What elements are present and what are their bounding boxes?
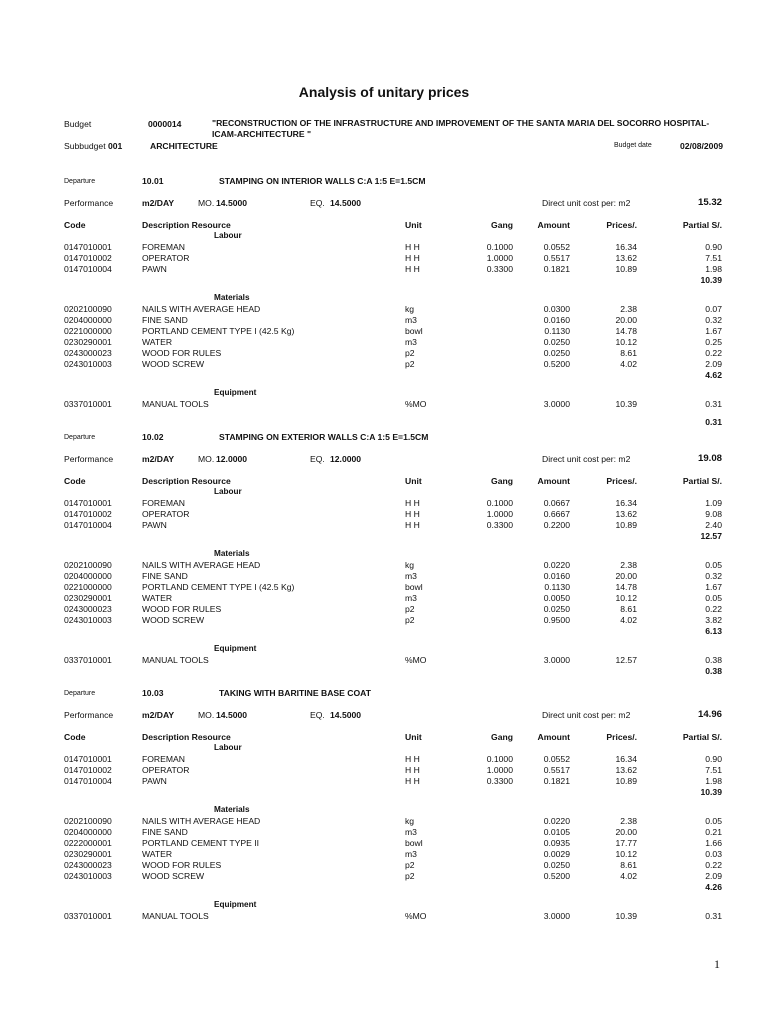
cell-price: 8.61: [620, 860, 637, 870]
cell-price: 2.38: [620, 304, 637, 314]
cell-partial: 0.22: [705, 348, 722, 358]
cell-code: 0147010001: [64, 242, 112, 252]
cell-desc: PAWN: [142, 776, 167, 786]
column-header-partial: Partial S/.: [682, 220, 722, 230]
cell-code: 0243000023: [64, 348, 112, 358]
cell-partial: 0.31: [705, 399, 722, 409]
cell-amount: 0.0552: [543, 754, 570, 764]
mo-value: 14.5000: [216, 710, 248, 720]
cell-code: 0243010003: [64, 871, 112, 881]
cell-partial: 0.90: [705, 754, 722, 764]
cell-price: 8.61: [620, 604, 637, 614]
cell-unit: H H: [405, 509, 420, 519]
cell-code: 0147010002: [64, 253, 112, 263]
cell-unit: p2: [405, 860, 415, 870]
cell-partial: 0.05: [705, 593, 722, 603]
cell-desc: PORTLAND CEMENT TYPE I (42.5 Kg): [142, 326, 295, 336]
cell-desc: NAILS WITH AVERAGE HEAD: [142, 560, 261, 570]
cell-desc: PAWN: [142, 264, 167, 274]
cell-partial: 2.09: [705, 359, 722, 369]
cell-desc: WOOD FOR RULES: [142, 348, 222, 358]
item-name: TAKING WITH BARITINE BASE COAT: [219, 688, 371, 698]
item-name: STAMPING ON INTERIOR WALLS C:A 1:5 E=1.5CM: [219, 176, 426, 186]
mo-label: MO.: [198, 454, 215, 464]
cell-amount: 0.0220: [543, 560, 570, 570]
cell-code: 0337010001: [64, 655, 112, 665]
subbudget-name: ARCHITECTURE: [150, 141, 218, 151]
cell-code: 0147010004: [64, 520, 112, 530]
column-header-description: Description Resource: [142, 732, 231, 742]
cell-price: 10.39: [615, 911, 637, 921]
cell-partial: 0.22: [705, 604, 722, 614]
cell-unit: p2: [405, 359, 415, 369]
cell-code: 0147010004: [64, 776, 112, 786]
cell-code: 0202100090: [64, 304, 112, 314]
performance-unit: m2/DAY: [142, 454, 175, 464]
cell-desc: PORTLAND CEMENT TYPE II: [142, 838, 259, 848]
item-number: 10.01: [142, 176, 164, 186]
cell-desc: FINE SAND: [142, 315, 188, 325]
group-title: Materials: [214, 293, 250, 302]
eq-value: 14.5000: [330, 710, 362, 720]
cell-amount: 0.0300: [543, 304, 570, 314]
cell-code: 0222000001: [64, 838, 112, 848]
cell-desc: MANUAL TOOLS: [142, 655, 209, 665]
column-header-gang: Gang: [491, 220, 513, 230]
cell-unit: kg: [405, 816, 415, 826]
column-header-unit: Unit: [405, 476, 422, 486]
cell-desc: PORTLAND CEMENT TYPE I (42.5 Kg): [142, 582, 295, 592]
group-title: Equipment: [214, 900, 257, 909]
cell-partial: 0.32: [705, 571, 722, 581]
mo-label: MO.: [198, 710, 215, 720]
group-title: Materials: [214, 549, 250, 558]
cell-code: 0337010001: [64, 911, 112, 921]
cell-amount: 0.0160: [543, 315, 570, 325]
cell-desc: WOOD FOR RULES: [142, 604, 222, 614]
cell-amount: 0.0160: [543, 571, 570, 581]
cell-partial: 1.98: [705, 776, 722, 786]
group-title: Labour: [214, 743, 242, 752]
cell-price: 16.34: [615, 754, 637, 764]
cell-amount: 0.0250: [543, 337, 570, 347]
page-title: Analysis of unitary prices: [298, 84, 470, 100]
column-header-code: Code: [64, 476, 86, 486]
cell-price: 2.38: [620, 560, 637, 570]
column-header-description: Description Resource: [142, 476, 231, 486]
cell-code: 0221000000: [64, 582, 112, 592]
cell-price: 2.38: [620, 816, 637, 826]
cell-unit: m3: [405, 571, 417, 581]
group-subtotal: 12.57: [700, 531, 722, 541]
performance-unit: m2/DAY: [142, 710, 175, 720]
cell-price: 4.02: [620, 615, 637, 625]
group-subtotal: 10.39: [700, 275, 722, 285]
cell-partial: 7.51: [705, 765, 722, 775]
cell-code: 0147010001: [64, 498, 112, 508]
cell-code: 0204000000: [64, 827, 112, 837]
subbudget-code: 001: [108, 141, 123, 151]
cell-amount: 0.1130: [544, 582, 570, 592]
cell-amount: 0.0029: [543, 849, 570, 859]
cell-unit: %MO: [405, 399, 427, 409]
cell-amount: 3.0000: [543, 399, 570, 409]
cell-partial: 0.32: [705, 315, 722, 325]
cell-amount: 0.0105: [543, 827, 570, 837]
cell-partial: 1.09: [705, 498, 722, 508]
cell-gang: 0.3300: [486, 520, 513, 530]
cell-price: 10.89: [615, 776, 637, 786]
cell-amount: 0.0220: [543, 816, 570, 826]
cell-desc: NAILS WITH AVERAGE HEAD: [142, 816, 261, 826]
cell-partial: 0.22: [705, 860, 722, 870]
group-title: Labour: [214, 231, 242, 240]
cell-amount: 0.5517: [543, 765, 570, 775]
cell-gang: 0.1000: [486, 498, 513, 508]
group-title: Labour: [214, 487, 242, 496]
budget-name: "RECONSTRUCTION OF THE INFRASTRUCTURE AND IMPROVEMENT OF THE SANTA MARIA DEL SOCORRO HOSPITAL-ICAM-ARCHITECTURE ": [212, 118, 710, 139]
cell-price: 4.02: [620, 359, 637, 369]
column-header-unit: Unit: [405, 220, 422, 230]
cell-gang: 0.1000: [486, 242, 513, 252]
cell-desc: WOOD SCREW: [142, 871, 205, 881]
cell-unit: kg: [405, 560, 415, 570]
column-header-amount: Amount: [537, 476, 570, 486]
column-header-code: Code: [64, 732, 86, 742]
group-title: Materials: [214, 805, 250, 814]
cell-gang: 0.1000: [486, 754, 513, 764]
group-subtotal: 4.26: [705, 882, 722, 892]
cell-price: 4.02: [620, 871, 637, 881]
cell-unit: p2: [405, 348, 415, 358]
cell-code: 0243000023: [64, 860, 112, 870]
cell-unit: kg: [405, 304, 415, 314]
budget-code: 0000014: [148, 119, 182, 129]
cell-gang: 1.0000: [486, 253, 513, 263]
cell-price: 10.89: [615, 264, 637, 274]
cell-unit: H H: [405, 253, 420, 263]
budget-date: 02/08/2009: [680, 141, 724, 151]
cell-desc: OPERATOR: [142, 253, 190, 263]
cell-amount: 0.1821: [543, 264, 570, 274]
cell-desc: WOOD FOR RULES: [142, 860, 222, 870]
direct-cost-value: 14.96: [697, 709, 722, 720]
departure-label: Departure: [64, 434, 96, 441]
cell-unit: bowl: [405, 326, 423, 336]
cell-partial: 1.98: [705, 264, 722, 274]
cell-unit: p2: [405, 615, 415, 625]
cell-desc: WOOD SCREW: [142, 359, 205, 369]
budget-date-label: Budget date: [614, 142, 652, 149]
cell-partial: 9.08: [705, 509, 722, 519]
cell-price: 10.39: [615, 399, 637, 409]
cell-unit: H H: [405, 765, 420, 775]
cell-price: 12.57: [615, 655, 637, 665]
eq-label: EQ.: [310, 198, 325, 208]
cell-desc: FOREMAN: [142, 242, 185, 252]
cell-price: 10.12: [615, 593, 637, 603]
cell-code: 0147010002: [64, 765, 112, 775]
column-header-description: Description Resource: [142, 220, 231, 230]
eq-label: EQ.: [310, 710, 325, 720]
cell-unit: bowl: [405, 582, 423, 592]
cell-amount: 0.1130: [544, 326, 570, 336]
cell-unit: H H: [405, 776, 420, 786]
departure-label: Departure: [64, 690, 96, 697]
cell-unit: H H: [405, 754, 420, 764]
cell-unit: m3: [405, 337, 417, 347]
cell-unit: H H: [405, 498, 420, 508]
cell-amount: 0.5200: [543, 359, 570, 369]
cell-unit: H H: [405, 264, 420, 274]
column-header-prices: Prices/.: [606, 476, 637, 486]
group-title: Equipment: [214, 388, 257, 397]
cell-amount: 0.5517: [543, 253, 570, 263]
direct-cost-value: 19.08: [697, 453, 722, 464]
cell-partial: 0.07: [705, 304, 722, 314]
cell-desc: MANUAL TOOLS: [142, 911, 209, 921]
cell-unit: m3: [405, 827, 417, 837]
performance-unit: m2/DAY: [142, 198, 175, 208]
performance-label: Performance: [64, 454, 114, 464]
cell-price: 20.00: [615, 571, 637, 581]
eq-value: 14.5000: [330, 198, 362, 208]
cell-price: 8.61: [620, 348, 637, 358]
column-header-gang: Gang: [491, 732, 513, 742]
cell-partial: 0.21: [705, 827, 722, 837]
cell-desc: FOREMAN: [142, 754, 185, 764]
cell-gang: 0.3300: [486, 264, 513, 274]
cell-code: 0243010003: [64, 359, 112, 369]
cell-desc: WATER: [142, 593, 173, 603]
cell-gang: 1.0000: [486, 509, 513, 519]
cell-unit: m3: [405, 849, 417, 859]
cell-price: 20.00: [615, 315, 637, 325]
group-subtotal: 10.39: [700, 787, 722, 797]
eq-label: EQ.: [310, 454, 325, 464]
cell-amount: 0.0250: [543, 348, 570, 358]
page-number: 1: [714, 957, 720, 971]
column-header-amount: Amount: [537, 220, 570, 230]
cell-amount: 0.0050: [543, 593, 570, 603]
cell-amount: 0.0667: [543, 498, 570, 508]
cell-partial: 0.03: [705, 849, 722, 859]
cell-desc: WATER: [142, 337, 173, 347]
cell-unit: m3: [405, 593, 417, 603]
cell-code: 0147010004: [64, 264, 112, 274]
cell-desc: FINE SAND: [142, 571, 188, 581]
cell-code: 0230290001: [64, 337, 112, 347]
mo-value: 14.5000: [216, 198, 248, 208]
cell-partial: 7.51: [705, 253, 722, 263]
cell-price: 17.77: [615, 838, 637, 848]
cell-gang: 1.0000: [486, 765, 513, 775]
cell-price: 13.62: [615, 765, 637, 775]
item-number: 10.02: [142, 432, 164, 442]
cell-amount: 0.6667: [543, 509, 570, 519]
cell-price: 10.12: [615, 337, 637, 347]
eq-value: 12.0000: [330, 454, 362, 464]
cell-code: 0202100090: [64, 816, 112, 826]
cell-code: 0202100090: [64, 560, 112, 570]
cell-partial: 2.09: [705, 871, 722, 881]
performance-label: Performance: [64, 198, 114, 208]
direct-cost-value: 15.32: [697, 197, 722, 208]
cell-amount: 0.5200: [543, 871, 570, 881]
cell-amount: 0.9500: [543, 615, 570, 625]
cell-partial: 1.66: [705, 838, 722, 848]
cell-desc: FOREMAN: [142, 498, 185, 508]
cell-partial: 2.40: [705, 520, 722, 530]
cell-price: 10.12: [615, 849, 637, 859]
cell-price: 13.62: [615, 253, 637, 263]
cell-price: 20.00: [615, 827, 637, 837]
cell-unit: %MO: [405, 911, 427, 921]
cell-desc: WOOD SCREW: [142, 615, 205, 625]
cell-partial: 0.90: [705, 242, 722, 252]
cell-code: 0230290001: [64, 593, 112, 603]
cell-amount: 3.0000: [543, 655, 570, 665]
cell-unit: %MO: [405, 655, 427, 665]
cell-code: 0147010002: [64, 509, 112, 519]
column-header-prices: Prices/.: [606, 732, 637, 742]
group-subtotal: 0.38: [705, 666, 722, 676]
cell-code: 0221000000: [64, 326, 112, 336]
group-subtotal: 4.62: [705, 370, 722, 380]
column-header-partial: Partial S/.: [682, 732, 722, 742]
cell-price: 16.34: [615, 498, 637, 508]
column-header-partial: Partial S/.: [682, 476, 722, 486]
cell-partial: 1.67: [705, 326, 722, 336]
mo-label: MO.: [198, 198, 215, 208]
departure-label: Departure: [64, 178, 96, 185]
group-title: Equipment: [214, 644, 257, 653]
cell-unit: H H: [405, 242, 420, 252]
cell-code: 0337010001: [64, 399, 112, 409]
cell-partial: 1.67: [705, 582, 722, 592]
cell-code: 0204000000: [64, 571, 112, 581]
column-header-code: Code: [64, 220, 86, 230]
cell-amount: 0.0250: [543, 604, 570, 614]
cell-desc: OPERATOR: [142, 765, 190, 775]
cell-price: 13.62: [615, 509, 637, 519]
cell-code: 0147010001: [64, 754, 112, 764]
cell-code: 0230290001: [64, 849, 112, 859]
cell-partial: 0.05: [705, 816, 722, 826]
cell-partial: 0.05: [705, 560, 722, 570]
cell-partial: 3.82: [705, 615, 722, 625]
item-number: 10.03: [142, 688, 164, 698]
cell-price: 10.89: [615, 520, 637, 530]
cell-unit: H H: [405, 520, 420, 530]
cell-price: 14.78: [615, 326, 637, 336]
cell-amount: 3.0000: [543, 911, 570, 921]
cell-amount: 0.2200: [543, 520, 570, 530]
column-header-gang: Gang: [491, 476, 513, 486]
cell-unit: m3: [405, 315, 417, 325]
cell-desc: NAILS WITH AVERAGE HEAD: [142, 304, 261, 314]
column-header-amount: Amount: [537, 732, 570, 742]
mo-value: 12.0000: [216, 454, 248, 464]
cell-amount: 0.0552: [543, 242, 570, 252]
cell-partial: 0.31: [705, 911, 722, 921]
column-header-unit: Unit: [405, 732, 422, 742]
cell-desc: MANUAL TOOLS: [142, 399, 209, 409]
cell-amount: 0.0935: [543, 838, 570, 848]
group-subtotal: 6.13: [705, 626, 722, 636]
cell-unit: p2: [405, 604, 415, 614]
cell-code: 0243000023: [64, 604, 112, 614]
direct-cost-label: Direct unit cost per: m2: [542, 198, 631, 208]
cell-desc: FINE SAND: [142, 827, 188, 837]
item-name: STAMPING ON EXTERIOR WALLS C:A 1:5 E=1.5CM: [219, 432, 429, 442]
group-subtotal: 0.31: [705, 417, 722, 427]
cell-partial: 0.25: [705, 337, 722, 347]
cell-desc: OPERATOR: [142, 509, 190, 519]
direct-cost-label: Direct unit cost per: m2: [542, 454, 631, 464]
cell-amount: 0.1821: [543, 776, 570, 786]
cell-gang: 0.3300: [486, 776, 513, 786]
column-header-prices: Prices/.: [606, 220, 637, 230]
performance-label: Performance: [64, 710, 114, 720]
cell-price: 14.78: [615, 582, 637, 592]
cell-desc: WATER: [142, 849, 173, 859]
cell-partial: 0.38: [705, 655, 722, 665]
cell-code: 0204000000: [64, 315, 112, 325]
direct-cost-label: Direct unit cost per: m2: [542, 710, 631, 720]
cell-code: 0243010003: [64, 615, 112, 625]
cell-amount: 0.0250: [543, 860, 570, 870]
cell-unit: bowl: [405, 838, 423, 848]
subbudget-label: Subbudget: [64, 141, 106, 151]
cell-price: 16.34: [615, 242, 637, 252]
budget-label: Budget: [64, 119, 92, 129]
cell-desc: PAWN: [142, 520, 167, 530]
cell-unit: p2: [405, 871, 415, 881]
